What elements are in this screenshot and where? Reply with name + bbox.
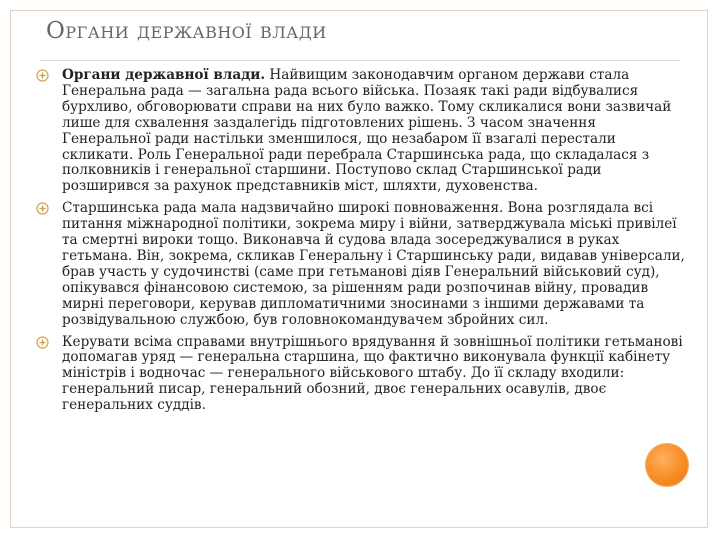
diamond-bullet-icon [36,336,49,349]
decorative-orange-circle [646,444,688,486]
list-item [36,335,686,415]
list-item [36,68,686,195]
item-text: Старшинська рада мала надзвичайно широкі повноваження. Вона розглядала всі питання міжнародної політики, зокрема миру і війни, затверджувала міські привілеї та смертні вироки тощо. Виконавча й судова влада зосереджувалися в руках гетьмана. Він, зокрема, скликав Генеральну і Старшинську ради, видавав універсали, брав участь у судочинстві (саме при гетьманові діяв Генеральний військовий суд), опікувався фінансовою системою, за рішенням ради розпочинав війну, провадив мирні переговори, керував дипломатичними зносинами з іншими державами та розвідувальною службою, був головнокомандувачем збройних сил. [62,200,685,328]
item-text: Керувати всіма справами внутрішнього врядування й зовнішньої політики гетьманові допомагав уряд — генеральна старшина, що фактично виконувала функції кабінету міністрів і водночас — генерального військового штабу. До її складу входили: генеральний писар, генеральний обозний, двоє генеральних осавулів, двоє генеральних суддів. [62,333,683,414]
bullet-list [36,68,686,420]
diamond-bullet-icon [36,69,49,82]
diamond-bullet-icon [36,202,49,215]
item-text: Найвищим законодавчим органом держави стала Генеральна рада — загальна рада всього війська. Позаяк такі ради відбувалися бурхливо, обговорювати справи на них було важко. Тому скликалися вони зазвичай лише для схвалення заздалегідь підготовлених рішень. З часом значення Генеральної ради настільки зменшилося, що незабаром її взагалі перестали скликати. Роль Генеральної ради перебрала Старшинська рада, що складалася з полковників і генеральної старшини. Поступово склад Старшинської ради розширився за рахунок представників міст, шляхти, духовенства. [62,67,672,195]
slide-title: Органи державної влади [46,18,327,44]
title-divider [40,60,680,61]
item-lead: Органи державної влади. [62,67,266,83]
list-item [36,201,686,328]
